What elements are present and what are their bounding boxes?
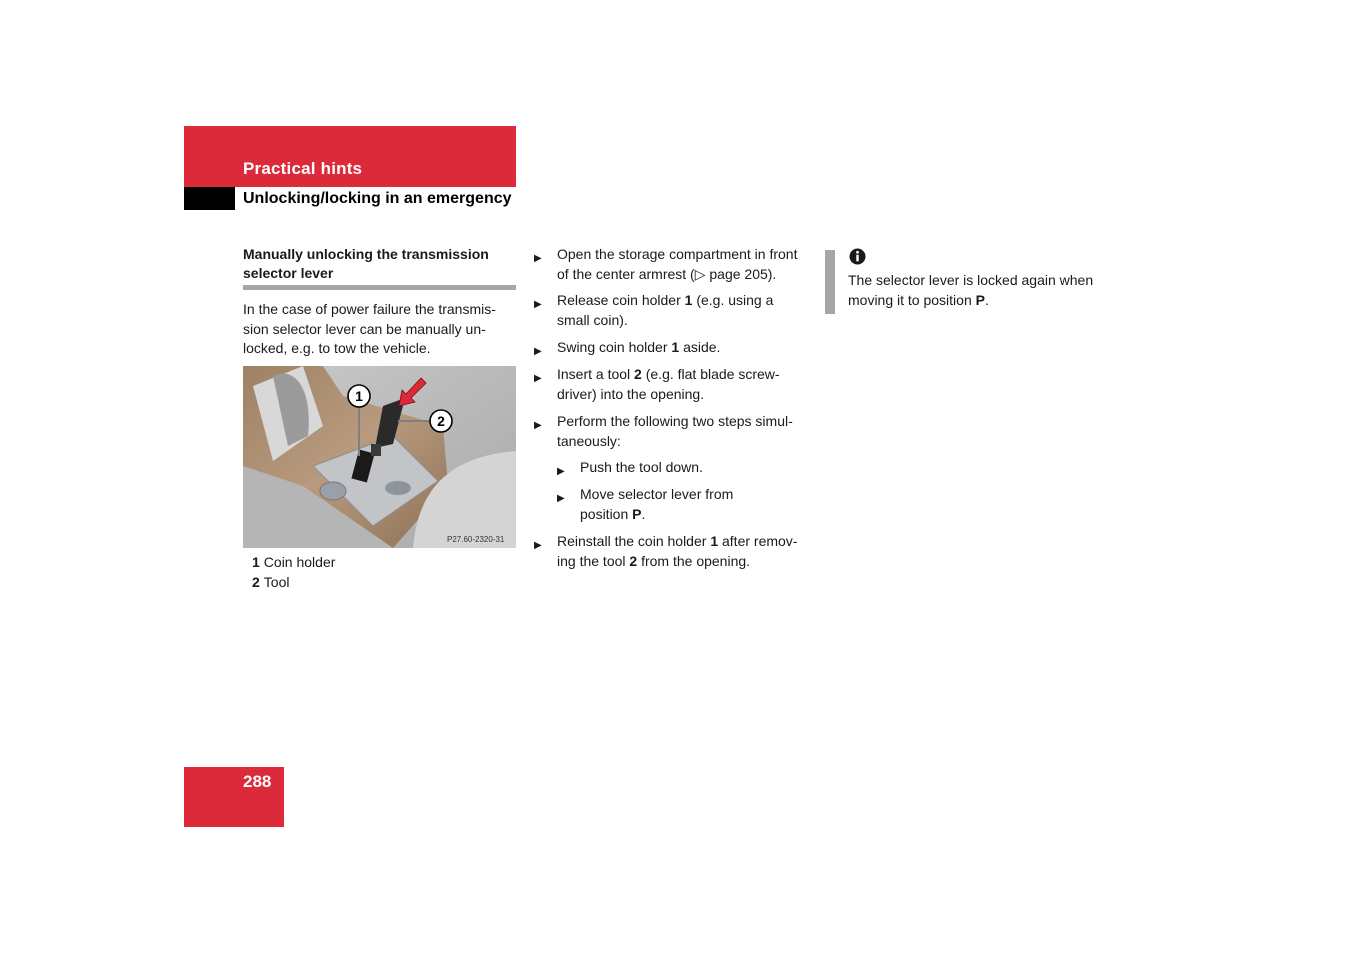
triangle-bullet-icon: ▶ [534, 540, 542, 551]
triangle-bullet-icon: ▶ [557, 493, 565, 504]
note-bar [825, 250, 835, 314]
intro-paragraph [243, 300, 516, 359]
legend-item: 1 Coin holder [252, 554, 336, 570]
callout-label: 1 [355, 388, 363, 404]
heading-line: Manually unlocking the transmission [243, 246, 489, 262]
page-number: 288 [243, 772, 272, 791]
intro-line: sion selector lever can be manually un- [243, 320, 486, 337]
triangle-bullet-icon: ▶ [534, 299, 542, 310]
section-title: Practical hints [243, 159, 363, 178]
triangle-bullet-icon: ▶ [534, 253, 542, 264]
callout-label: 2 [437, 413, 445, 429]
triangle-bullet-icon: ▶ [534, 373, 542, 384]
triangle-bullet-icon: ▶ [534, 420, 542, 431]
heading-line: selector lever [243, 265, 334, 281]
note-text: The selector lever is locked again when moving it to position P. [848, 272, 1094, 308]
header-marker [184, 187, 235, 210]
center-console-figure [243, 366, 516, 548]
heading-rule [243, 285, 516, 290]
procedure-heading [243, 245, 516, 283]
figure-code: P27.60-2320-31 [447, 535, 505, 544]
intro-line: locked, e.g. to tow the vehicle. [243, 340, 431, 356]
figure-legend [252, 553, 335, 592]
info-icon [849, 248, 866, 265]
legend-item: 2 Tool [252, 573, 290, 590]
intro-line: In the case of power failure the transmis- [243, 301, 496, 317]
triangle-bullet-icon: ▶ [534, 346, 542, 357]
triangle-bullet-icon: ▶ [557, 466, 565, 477]
subsection-title: Unlocking/locking in an emergency [243, 190, 512, 207]
